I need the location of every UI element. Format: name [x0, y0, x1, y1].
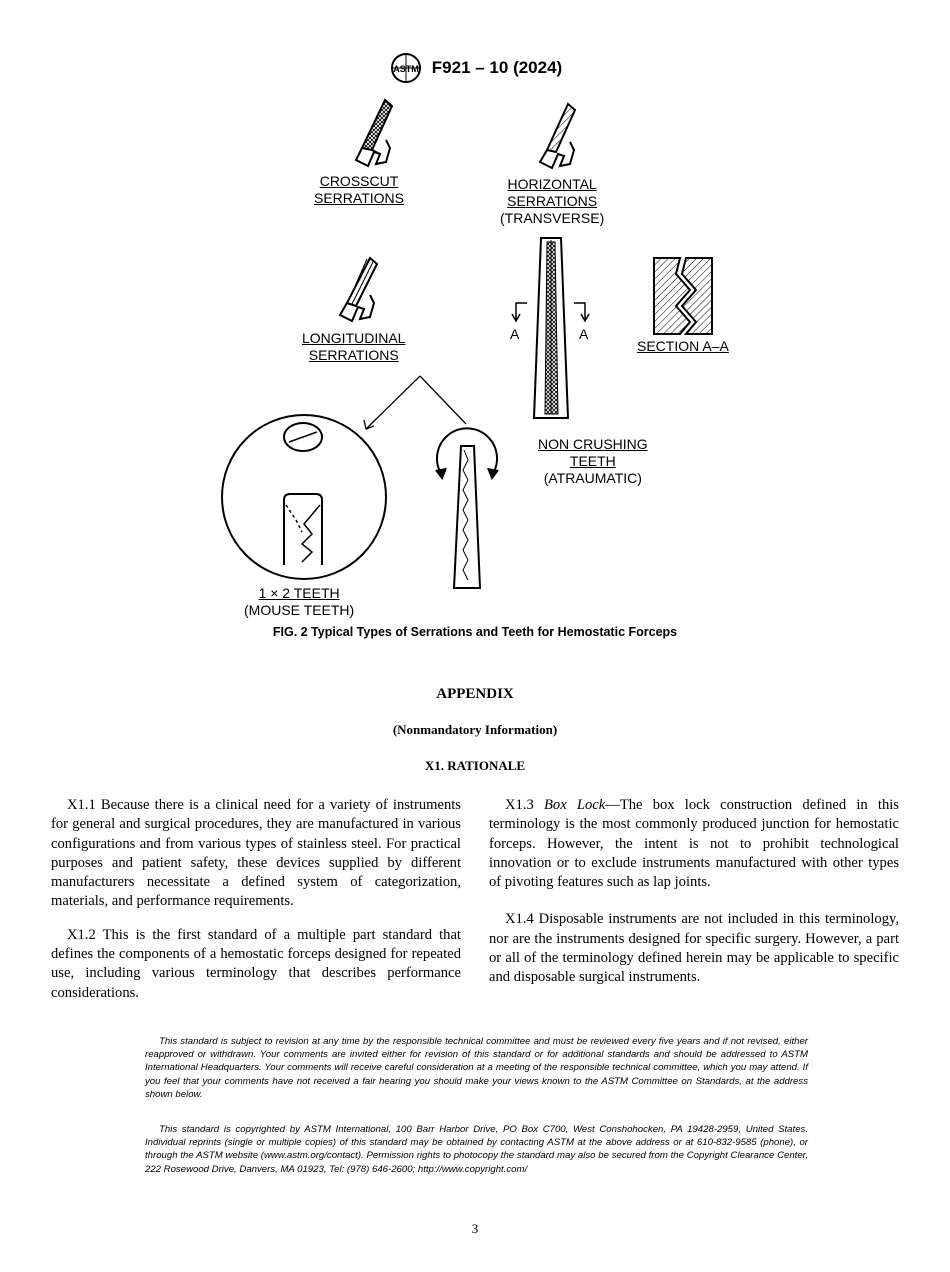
label-horizontal: HORIZONTAL SERRATIONS (TRANSVERSE)	[500, 176, 605, 226]
crosscut-jaw-illustration	[356, 100, 392, 166]
non-crushing-jaw-illustration	[534, 238, 568, 418]
section-marker-left	[512, 303, 527, 321]
paragraph-x1-3: X1.3 Box Lock—The box lock construction defined in this terminology is the most commonly produced junction for hemostatic forceps. However, the intent is not to prohibit technological innovation or to exclude instruments manufactured with other types of pivoting features such as lap joints.	[489, 797, 899, 891]
left-column	[51, 796, 461, 1017]
label-section-a-right: A	[579, 326, 589, 342]
label-non-crushing: NON CRUSHING TEETH (ATRAUMATIC)	[538, 436, 648, 486]
appendix-title: APPENDIX	[436, 686, 514, 702]
label-section-a-left: A	[510, 326, 520, 342]
paragraph-x1-4: X1.4 Disposable instruments are not included in this terminology, nor are the instruments designed for specific surgery. However, a part or all of the terminology defined herein may be applicable to specific and disposable surgical instruments.	[489, 911, 899, 986]
document-id: F921 – 10 (2024)	[431, 58, 563, 77]
section-aa-illustration	[654, 258, 712, 334]
horizontal-jaw-illustration	[540, 104, 575, 168]
figure-caption: FIG. 2 Typical Types of Serrations and Teeth for Hemostatic Forceps	[272, 625, 678, 639]
magnified-teeth-illustration	[222, 415, 386, 579]
callout-lines	[364, 376, 466, 429]
label-crosscut: CROSSCUT SERRATIONS	[314, 173, 404, 206]
longitudinal-jaw-illustration	[340, 258, 377, 321]
paragraph-x1-2: X1.2 This is the first standard of a multiple part standard that defines the components of a hemostatic forceps designed for repeated use, including various terminology that describes performance considerations.	[51, 926, 461, 1001]
mouse-teeth-jaw-illustration	[436, 428, 498, 588]
svg-text:ASTM: ASTM	[393, 64, 419, 74]
right-column	[489, 796, 899, 1002]
revision-notice: This standard is subject to revision at any time by the responsible technical committee and must be reviewed every five years and if not revised, either reapproved or withdrawn. Your comments are invited either for revision of this standard or for additional standards and should be addressed to ASTM International Headquarters. Your comments will receive careful consideration at a meeting of the responsible technical committee, which you may attend. If you feel that your comments have not received a fair hearing you should make your views known to the ASTM Committee on Standards, at the address shown below.	[145, 1036, 808, 1100]
label-mouse-teeth: 1 × 2 TEETH (MOUSE TEETH)	[244, 585, 355, 618]
section-marker-right	[574, 303, 589, 321]
page-number: 3	[471, 1221, 479, 1236]
appendix-subtitle: (Nonmandatory Information)	[392, 722, 558, 737]
label-section-aa: SECTION A–A	[637, 338, 729, 354]
section-title: X1. RATIONALE	[424, 758, 526, 773]
label-longitudinal: LONGITUDINAL SERRATIONS	[302, 330, 406, 363]
paragraph-x1-1: X1.1 Because there is a clinical need for a variety of instruments for general and surgical procedures, they are manufactured in various configurations and from various types of stainless steel. For practical purposes and patient safety, these devices supplied by different manufacturers necessitate a defined system of categorization, materials, and performance requirements.	[51, 797, 461, 910]
copyright-notice: This standard is copyrighted by ASTM International, 100 Barr Harbor Drive, PO Box C700, West Conshohocken, PA 19428-2959, United States. Individual reprints (single or multiple copies) of this standard may be obtained by contacting ASTM at the above address or at 610-832-9585 (phone), or through the ASTM website (www.astm.org/contact). Permission rights to photocopy the standard may also be secured from the Copyright Clearance Center, 222 Rosewood Drive, Danvers, MA 01923, Tel: (978) 646-2600; http://www.copyright.com/	[145, 1124, 808, 1175]
